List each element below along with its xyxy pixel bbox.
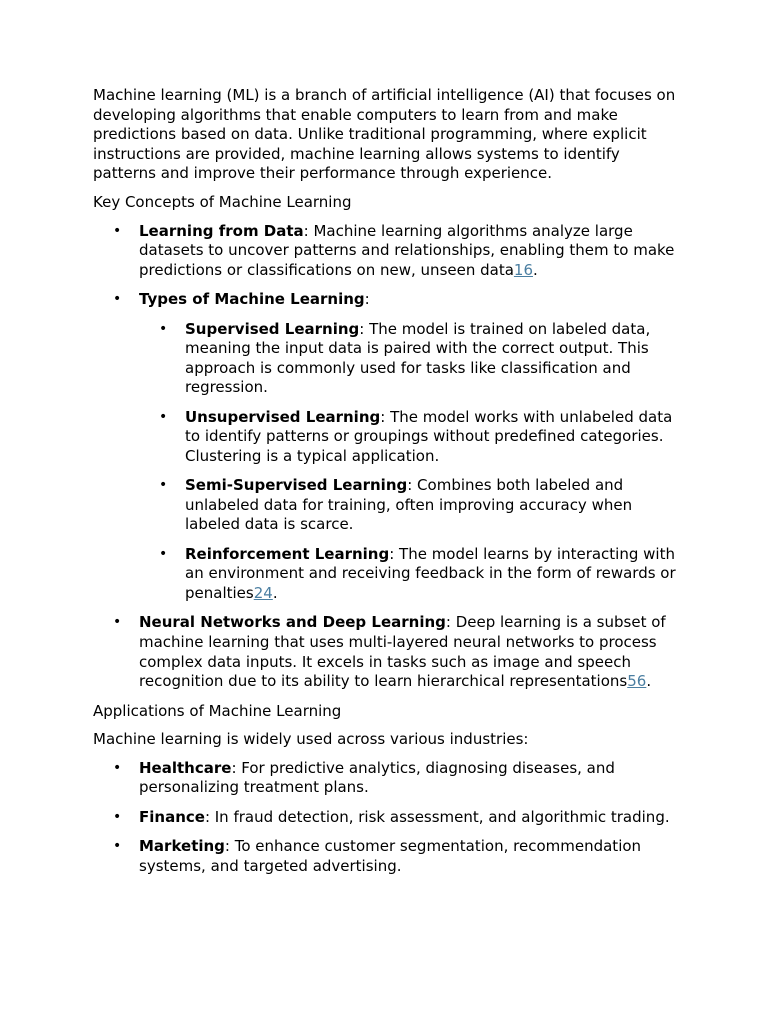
document-body — [93, 86, 678, 886]
section-heading-key-concepts: Key Concepts of Machine Learning — [93, 192, 352, 211]
punctuation: . — [533, 260, 538, 279]
list-item-neural-networks — [93, 613, 678, 691]
item-text: : The model learns by interacting with an environment and receiving feedback in the form of rewards or penalties — [185, 544, 676, 603]
reference-link[interactable]: 16 — [513, 260, 533, 279]
list-item-finance — [93, 808, 678, 828]
list-item-semi-supervised — [139, 476, 678, 535]
ml-types-sublist — [139, 320, 678, 604]
term: Types of Machine Learning — [139, 290, 365, 309]
punctuation: . — [272, 584, 278, 603]
item-text: : Combines both labeled and unlabeled data for training, often improving accuracy when labeled data is scarce. — [185, 476, 633, 534]
reference-link[interactable]: 56 — [627, 672, 647, 691]
list-item-learning-from-data — [93, 222, 678, 281]
term: Supervised Learning — [185, 319, 360, 338]
term: Marketing — [139, 837, 225, 856]
term: Learning from Data — [139, 221, 304, 240]
term: Finance — [139, 807, 205, 826]
key-concepts-list — [93, 222, 678, 692]
reference-link[interactable]: 24 — [253, 584, 273, 603]
item-text: : Machine learning algorithms analyze large datasets to uncover patterns and relationships, enabling them to make predictions or classifications on new, unseen data — [139, 221, 675, 279]
section-heading-applications: Applications of Machine Learning — [93, 701, 342, 720]
list-item-healthcare — [93, 759, 678, 798]
item-text: : Deep learning is a subset of machine learning that uses multi-layered neural networks to process complex data inputs. It excels in tasks such as image and speech recognition due to its ability to learn hierarchical representations — [139, 613, 666, 691]
list-item-unsupervised — [139, 408, 678, 467]
term: Reinforcement Learning — [185, 544, 390, 563]
item-text: : In fraud detection, risk assessment, and algorithmic trading. — [204, 807, 670, 826]
term: Unsupervised Learning — [185, 407, 381, 426]
intro-paragraph: Machine learning (ML) is a branch of artificial intelligence (AI) that focuses on developing algorithms that enable computers to learn from and make predictions based on data. Unlike traditional programming, where explicit instructions are provided, machine learning allows systems to identify patterns and improve their performance through experience. — [93, 86, 676, 183]
term: Healthcare — [139, 758, 232, 777]
list-item-supervised — [139, 320, 678, 398]
term: Neural Networks and Deep Learning — [139, 613, 446, 632]
item-text: : For predictive analytics, diagnosing diseases, and personalizing treatment plans. — [139, 758, 615, 797]
list-item-types-of-ml — [93, 290, 678, 604]
item-text: : The model works with unlabeled data to identify patterns or groupings without predefined categories. Clustering is a typical application. — [185, 407, 673, 465]
item-text: : To enhance customer segmentation, recommendation systems, and targeted advertising. — [139, 837, 642, 875]
item-text: : The model is trained on labeled data, meaning the input data is paired with the correct output. This approach is commonly used for tasks like classification and regression. — [185, 319, 651, 397]
list-item-marketing — [93, 837, 678, 876]
applications-intro: Machine learning is widely used across various industries: — [93, 730, 529, 749]
item-text: : — [364, 290, 370, 309]
list-item-reinforcement — [139, 545, 678, 604]
punctuation: . — [646, 672, 652, 691]
term: Semi-Supervised Learning — [185, 476, 408, 495]
applications-list — [93, 759, 678, 877]
